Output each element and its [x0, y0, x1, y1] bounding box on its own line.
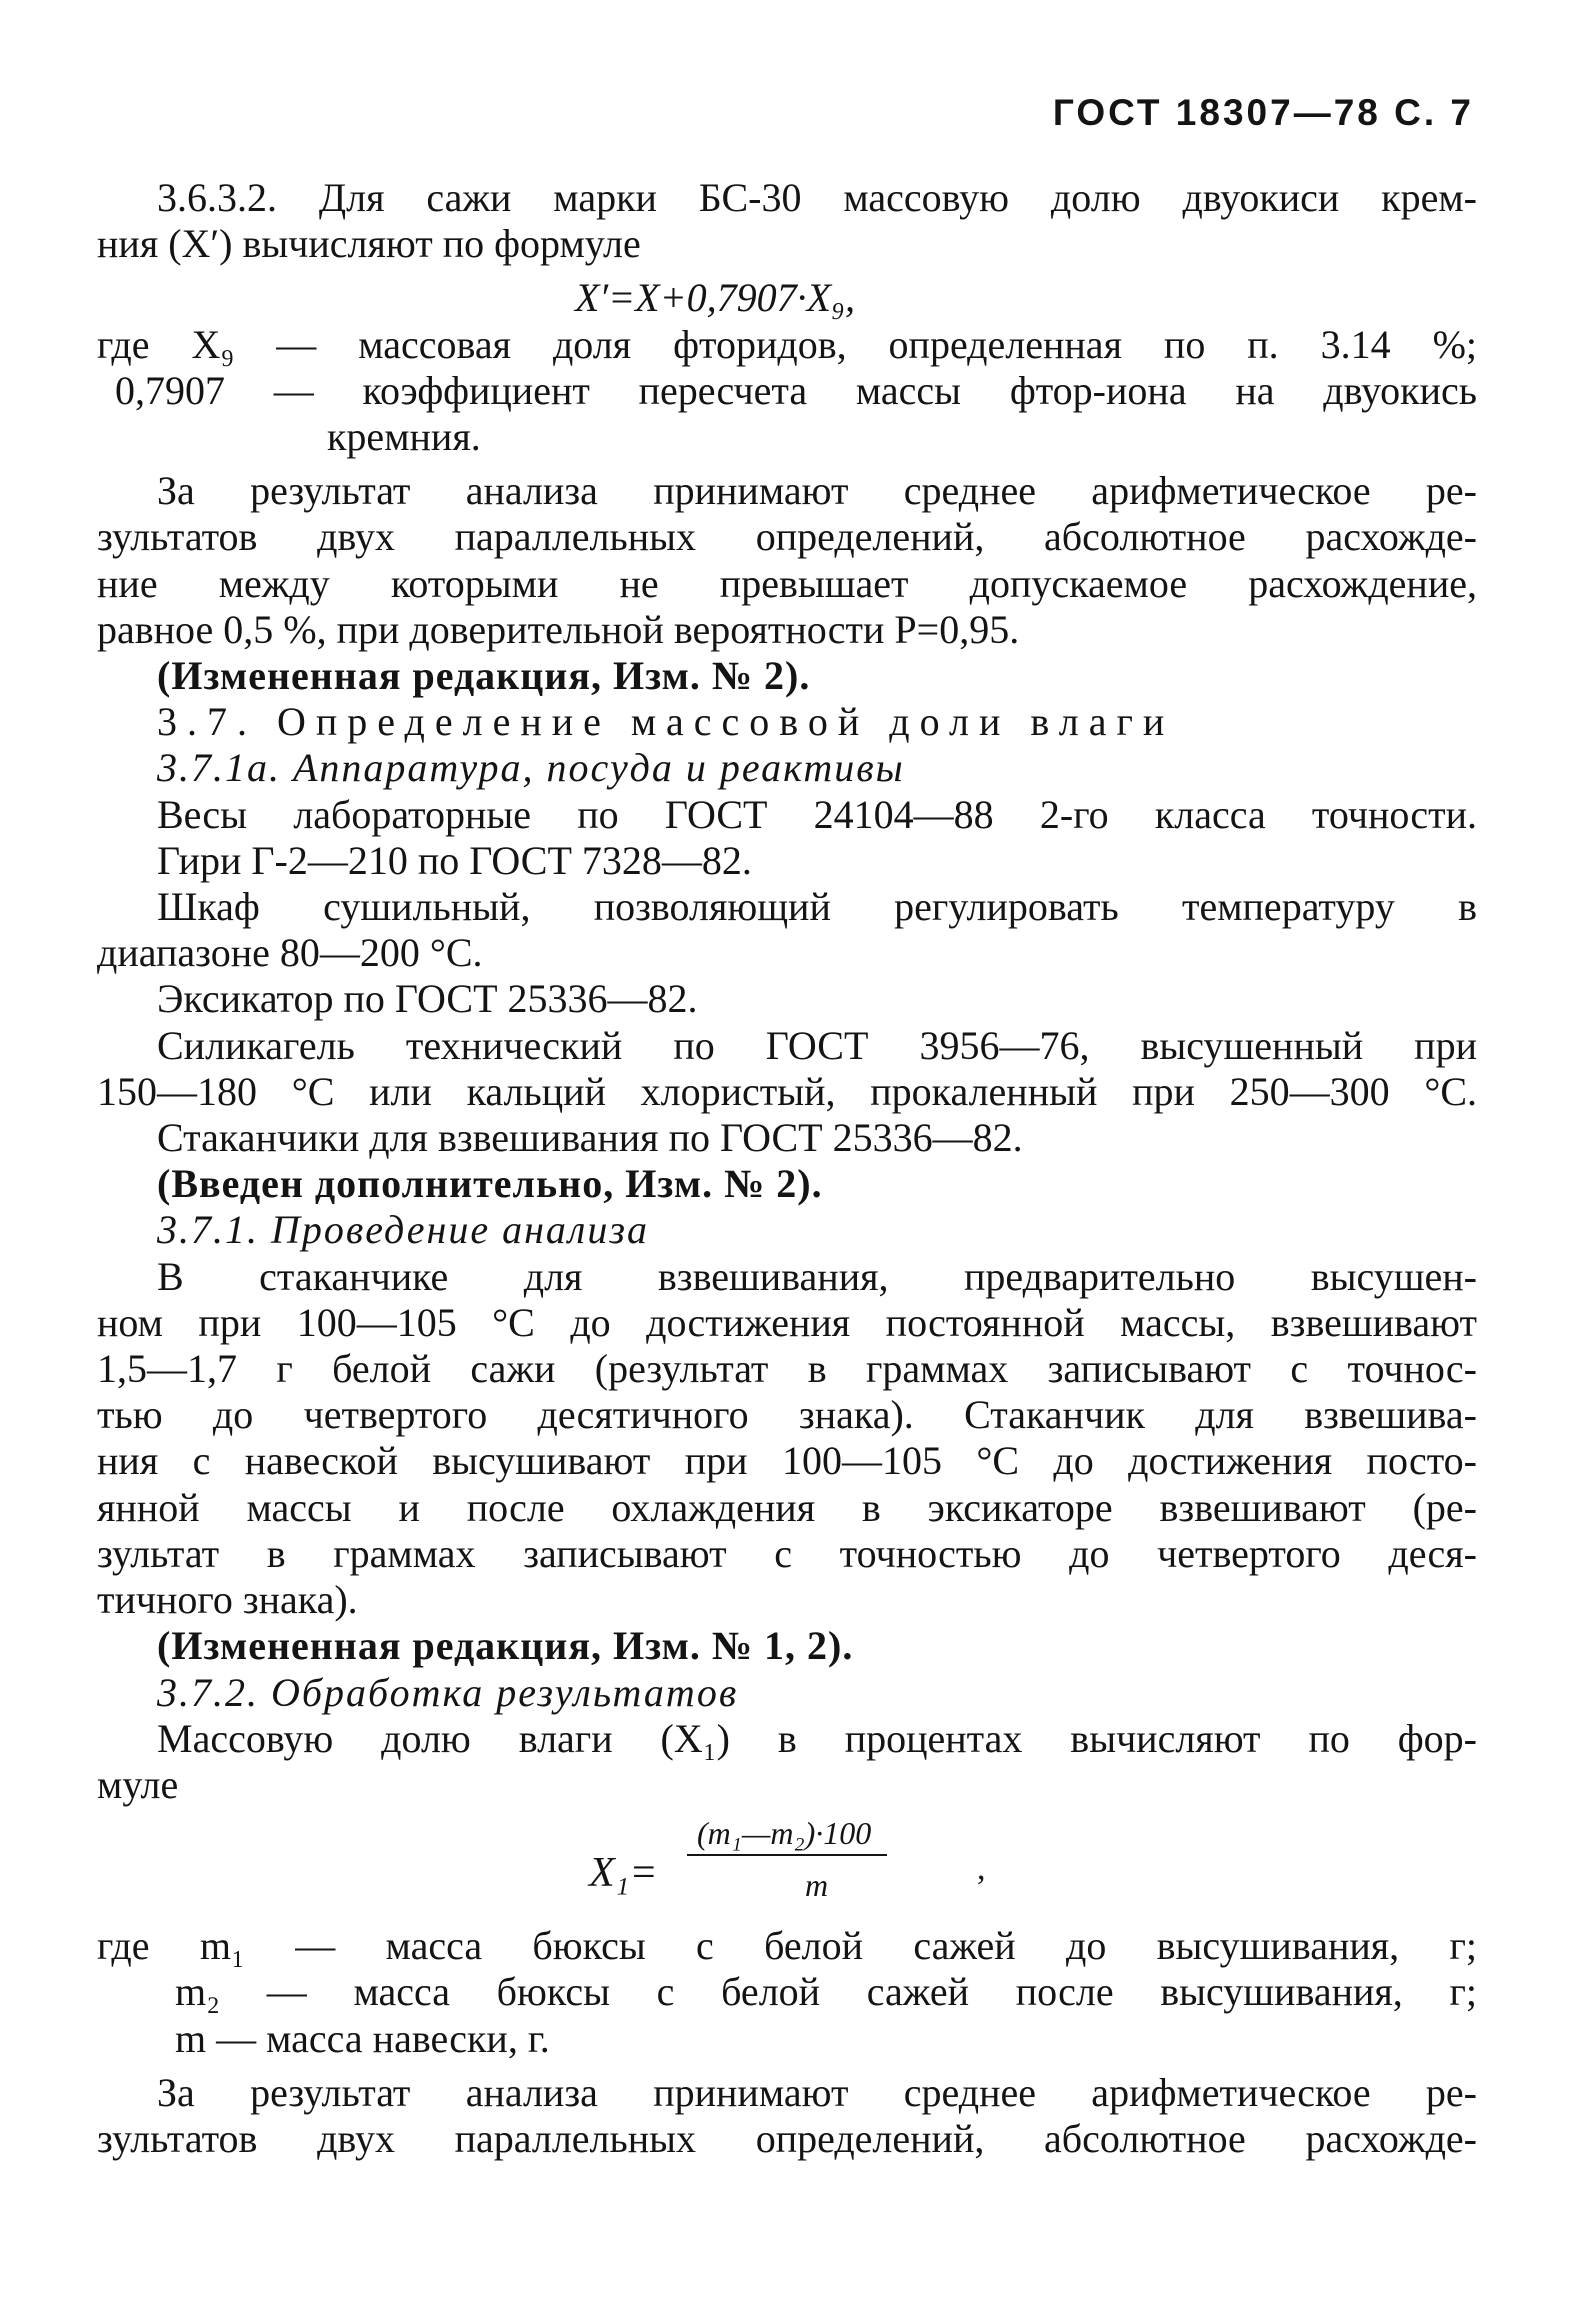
formula-lhs: X₁= [589, 1850, 658, 1897]
text-line: где X₉ — массовая доля фторидов, определенная по п. 3.14 %; [97, 321, 1477, 367]
text-line: 1,5—1,7 г белой сажи (результат в граммах записывают с точнос- [97, 1346, 1477, 1392]
text-line: зультатов двух параллельных определений, абсолютное расхожде- [97, 2115, 1477, 2161]
text-line: где m₁ — масса бюксы с белой сажей до высушивания, г; [97, 1923, 1477, 1969]
text-line: ния (X′) вычисляют по формуле [97, 221, 641, 267]
section-heading: 3.7. Определение массовой доли влаги [157, 699, 1175, 745]
text-line: В стаканчике для взвешивания, предварительно высушен- [157, 1253, 1477, 1299]
text-line: тичного знака). [97, 1577, 358, 1623]
text-line: диапазоне 80—200 °С. [97, 930, 483, 976]
text-line: За результат анализа принимают среднее арифметическое ре- [157, 468, 1477, 514]
amendment-note: (Измененная редакция, Изм. № 1, 2). [157, 1623, 854, 1669]
text-line: равное 0,5 %, при доверительной вероятности P=0,95. [97, 606, 1020, 652]
amendment-note: (Измененная редакция, Изм. № 2). [157, 653, 811, 699]
text-line: тью до четвертого десятичного знака). Стаканчик для взвешива- [97, 1392, 1477, 1438]
page-header: ГОСТ 18307—78 С. 7 [1052, 92, 1474, 133]
formula-numerator: (m₁—m₂)·100 [697, 1815, 872, 1852]
text-line: Силикагель технический по ГОСТ 3956—76, высушенный при [157, 1022, 1477, 1068]
text-line: зультатов двух параллельных определений, абсолютное расхожде- [97, 514, 1477, 560]
text-line: Эксикатор по ГОСТ 25336—82. [157, 976, 698, 1022]
text-line: 3.6.3.2. Для сажи марки БС-30 массовую долю двуокиси крем- [157, 175, 1477, 220]
text-line: Весы лабораторные по ГОСТ 24104—88 2-го класса точности. [157, 791, 1477, 837]
text-line: янной массы и после охлаждения в эксикаторе взвешивают (ре- [97, 1484, 1477, 1530]
text-line: муле [97, 1761, 179, 1807]
text-line: За результат анализа принимают среднее арифметическое ре- [157, 2069, 1477, 2115]
formula-silica: X′=X+0,7907·X₉, [575, 275, 855, 321]
page-body [97, 175, 1477, 2162]
subsection-heading: 3.7.2. Обработка результатов [157, 1669, 739, 1715]
text-line: зультат в граммах записывают с точностью до четвертого деся- [97, 1530, 1477, 1576]
text-line: 0,7907 — коэффициент пересчета массы фтор-иона на двуокись [115, 367, 1477, 413]
text-line: m₂ — масса бюксы с белой сажей после высушивания, г; [175, 1969, 1477, 2015]
formula-moisture [97, 1808, 1477, 1923]
text-line: 150—180 °С или кальций хлористый, прокаленный при 250—300 °С. [97, 1068, 1477, 1114]
text-line: Массовую долю влаги (X₁) в процентах вычисляют по фор- [157, 1715, 1477, 1761]
text-line: Гири Г-2—210 по ГОСТ 7328—82. [157, 837, 752, 883]
formula-denominator: m [805, 1867, 829, 1904]
amendment-note: (Введен дополнительно, Изм. № 2). [157, 1161, 823, 1207]
text-line: ния с навеской высушивают при 100—105 °С до достижения посто- [97, 1438, 1477, 1484]
text-line: кремния. [327, 414, 481, 460]
subsection-heading: 3.7.1. Проведение анализа [157, 1207, 649, 1253]
formula-comma: , [977, 1850, 986, 1888]
text-line: Стаканчики для взвешивания по ГОСТ 25336—82. [157, 1115, 1023, 1161]
text-line: m — масса навески, г. [175, 2015, 550, 2061]
text-line: ном при 100—105 °С до достижения постоянной массы, взвешивают [97, 1299, 1477, 1345]
text-line: ние между которыми не превышает допускаемое расхождение, [97, 560, 1477, 606]
text-line: Шкаф сушильный, позволяющий регулировать температуру в [157, 884, 1477, 930]
subsection-heading: 3.7.1а. Аппаратура, посуда и реактивы [157, 745, 905, 791]
fraction-bar [687, 1854, 887, 1856]
